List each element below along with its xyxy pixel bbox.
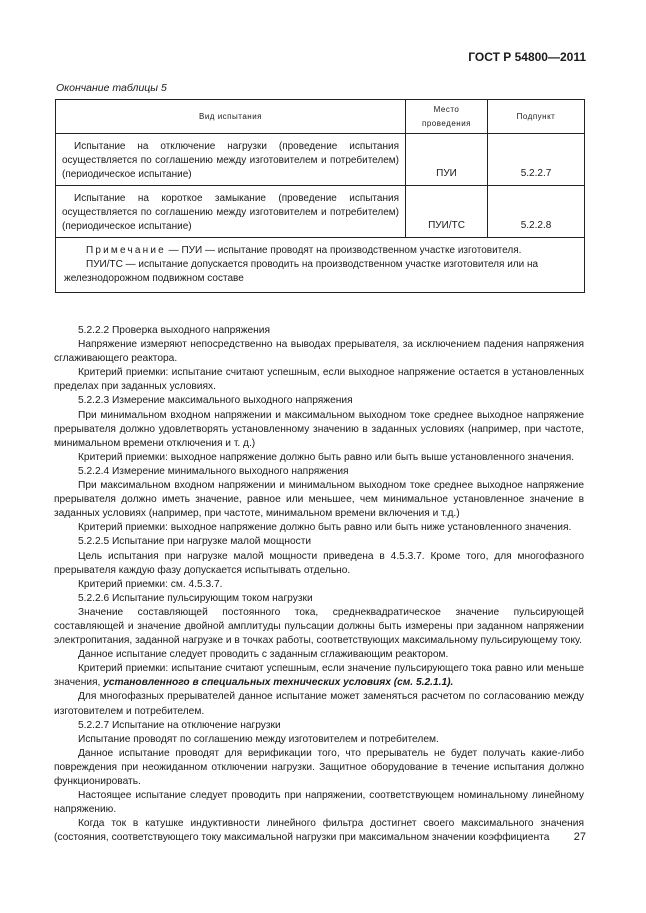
table-cell-place: ПУИ	[406, 134, 488, 186]
table-cell-subclause: 5.2.2.7	[488, 134, 585, 186]
criteria-text: Критерий приемки: испытание считают успешным, если значение пульсирующего тока равно или меньше значения,	[54, 663, 584, 689]
table-cell-desc: Испытание на короткое замыкание (проведение испытания осуществляется по соглашению между изготовителем и потребителем) (периодическое испытание)	[56, 186, 406, 238]
paragraph: 5.2.2.7 Испытание на отключение нагрузки	[78, 719, 281, 731]
paragraph: При максимальном входном напряжении и минимальном выходном токе среднее выходное напряжение прерывателя должно иметь значение, равное или меньшее, чем минимальное установленное значение в заданных условиях (например, при частоте, минимальном времени включения и т.д.)	[54, 480, 584, 520]
criteria-paragraph	[54, 662, 584, 690]
note-line-1: — ПУИ — испытание проводят на производственном участке изготовителя.	[165, 245, 522, 256]
table-cell-subclause: 5.2.2.8	[488, 186, 585, 238]
column-header-place: Место проведения	[406, 100, 488, 134]
test-table	[55, 99, 585, 293]
paragraph: Данное испытание следует проводить с заданным сглаживающим реактором.	[78, 649, 449, 661]
paragraph: 5.2.2.5 Испытание при нагрузке малой мощности	[78, 536, 312, 548]
paragraph: Критерий приемки: выходное напряжение должно быть равно или быть ниже установленного значения.	[78, 522, 572, 534]
paragraph: 5.2.2.4 Измерение минимального выходного напряжения	[78, 465, 349, 477]
paragraph: 5.2.2.3 Измерение максимального выходного напряжения	[78, 395, 353, 407]
table-cell-desc: Испытание на отключение нагрузки (проведение испытания осуществляется по соглашению между изготовителем и потребителем) (периодическое испытание)	[56, 134, 406, 186]
paragraph: Напряжение измеряют непосредственно на выводах прерывателя, за исключением падения напряжения сглаживающего реактора.	[54, 339, 584, 365]
body-text	[54, 324, 584, 845]
document-code: ГОСТ Р 54800—2011	[468, 50, 586, 64]
paragraph: Когда ток в катушке индуктивности линейного фильтра достигнет своего максимального значения (состояния, соответствующего току максимальной нагрузки при максимальном значении коэффициента	[54, 818, 584, 844]
paragraph: Критерий приемки: выходное напряжение должно быть равно или быть выше установленного значения.	[78, 451, 575, 463]
table-note	[56, 238, 585, 293]
paragraph: Настоящее испытание следует проводить при напряжении, соответствующем номинальному линейному напряжению.	[54, 790, 584, 816]
paragraph: При минимальном входном напряжении и максимальном выходном токе среднее выходное напряжение прерывателя должно удовлетворять установленному значению в заданных условиях (например, при частоте, минимальном времени отключения и т. д.)	[54, 409, 584, 449]
table-row	[56, 134, 585, 186]
table-row	[56, 186, 585, 238]
table-header-row	[56, 100, 585, 134]
paragraph: Критерий приемки: см. 4.5.3.7.	[78, 578, 223, 590]
page-number: 27	[573, 831, 586, 843]
note-label: Примечание	[86, 245, 166, 256]
paragraph: Цель испытания при нагрузке малой мощности приведена в 4.5.3.7. Кроме того, для многофазного прерывателя каждую фазу допускается испытывать отдельно.	[54, 550, 584, 576]
criteria-emphasis: установленного в специальных технических условиях (см. 5.2.1.1).	[103, 677, 454, 689]
column-header-test-type: Вид испытания	[56, 100, 406, 134]
paragraph: Критерий приемки: испытание считают успешным, если выходное напряжение остается в установленных пределах при заданных условиях.	[54, 367, 584, 393]
paragraph: 5.2.2.2 Проверка выходного напряжения	[78, 325, 271, 336]
paragraph: 5.2.2.6 Испытание пульсирующим током нагрузки	[78, 592, 313, 604]
note-line-2: ПУИ/ТС — испытание допускается проводить на производственном участке изготовителя или на железнодорожном подвижном составе	[64, 259, 539, 284]
column-header-subclause: Подпункт	[488, 100, 585, 134]
paragraph: Значение составляющей постоянного тока, среднеквадратическое значение пульсирующей составляющей и значение двойной амплитуды пульсации должны быть измерены при заданном напряжении электропитания, заданной нагрузке и в точках работы, соответствующих максимальному пульсирующему току.	[54, 606, 584, 647]
paragraph: Для многофазных прерывателей данное испытание может заменяться расчетом по согласованию между изготовителем и потребителем.	[54, 691, 584, 717]
table-note-row	[56, 238, 585, 293]
table-caption: Окончание таблицы 5	[56, 82, 167, 94]
table-cell-place: ПУИ/ТС	[406, 186, 488, 238]
paragraph: Испытание проводят по соглашению между изготовителем и потребителем.	[78, 733, 439, 745]
paragraph: Данное испытание проводят для верификации того, что прерыватель не будет получать какие-либо повреждения при неожиданном отключении нагрузки. Защитное оборудование в течение испытания должно функционировать.	[54, 747, 584, 787]
